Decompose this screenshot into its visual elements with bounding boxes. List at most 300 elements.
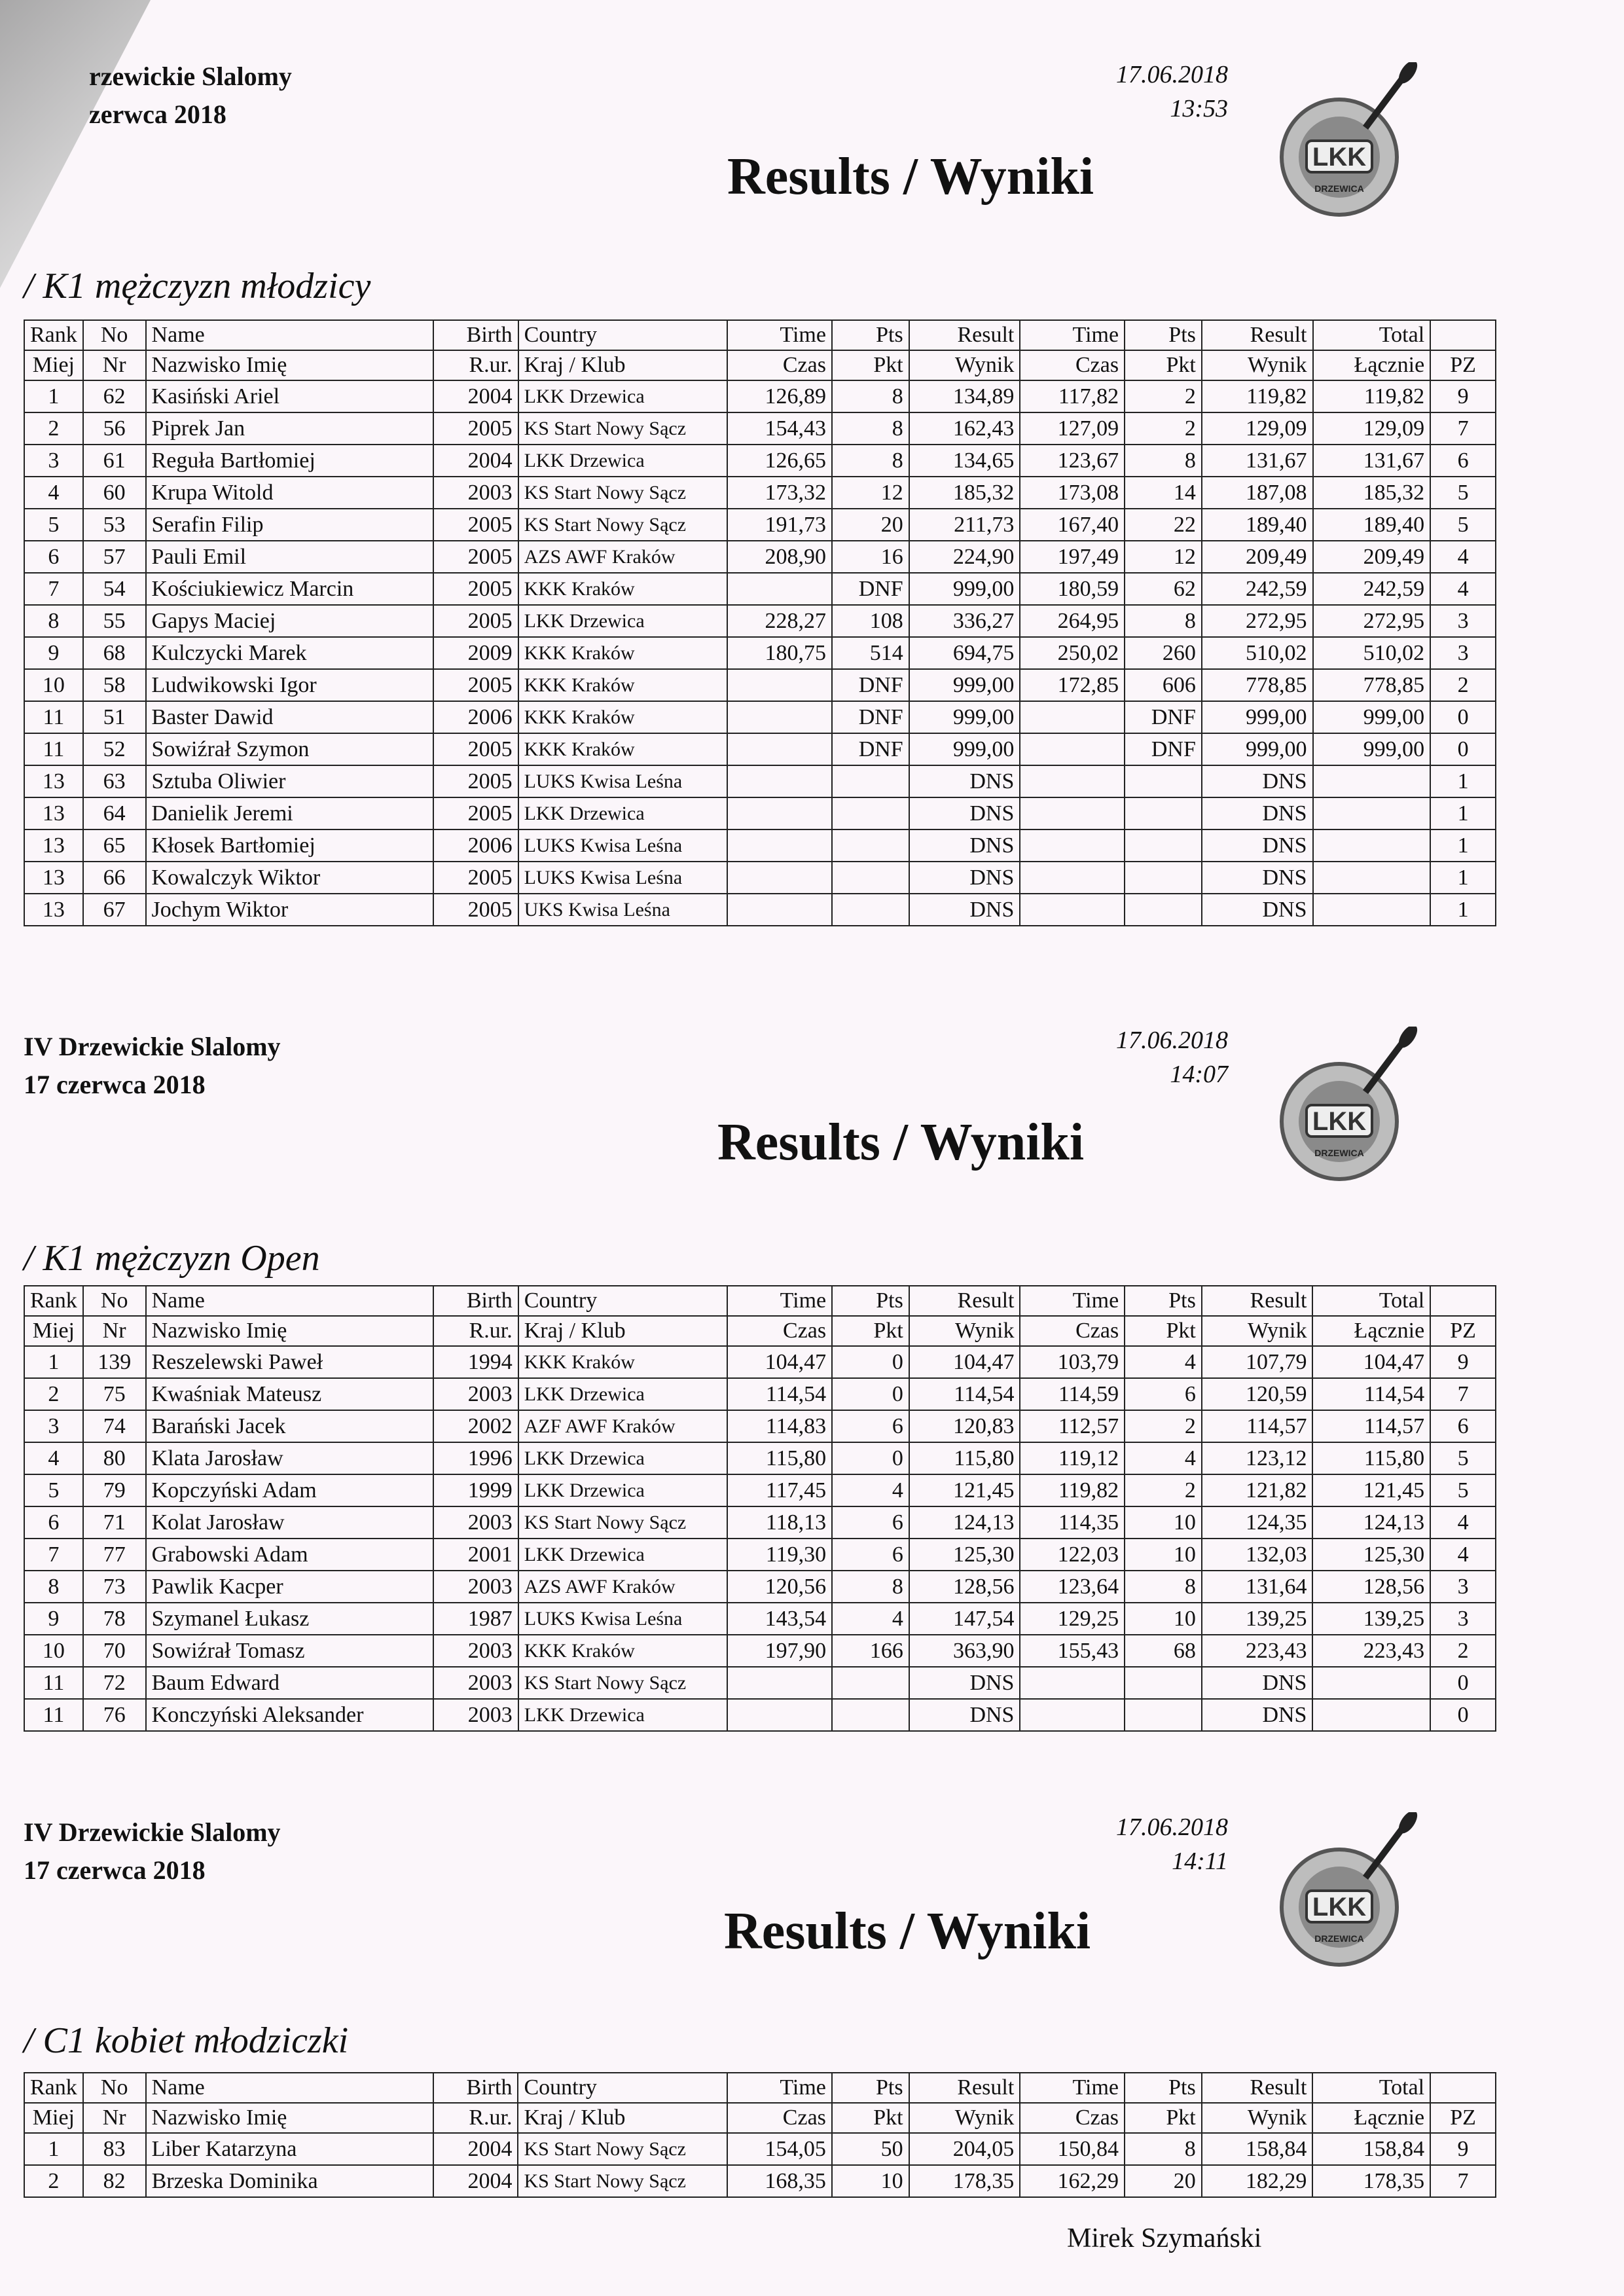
cell-name: Gapys Maciej [146, 605, 433, 637]
column-header-result-pl: Wynik [909, 350, 1020, 380]
cell-country: KS Start Nowy Sącz [518, 1506, 728, 1539]
cell-result: 204,05 [909, 2133, 1020, 2165]
cell-birth: 2003 [433, 1506, 518, 1539]
column-header-name-pl: Nazwisko Imię [146, 2103, 433, 2133]
cell-pz: 1 [1430, 765, 1496, 797]
column-header-total: Total [1312, 2073, 1430, 2103]
cell-time2: 112,57 [1020, 1410, 1125, 1442]
column-header-rank-pl: Miej [24, 2103, 83, 2133]
table-row [24, 1699, 1496, 1731]
column-header-total-pl: Łącznie [1313, 350, 1431, 380]
cell-total: 242,59 [1313, 573, 1431, 605]
cell-pz: 1 [1430, 797, 1496, 829]
cell-birth: 2005 [433, 509, 518, 541]
column-header-birth-pl: R.ur. [433, 350, 518, 380]
cell-rank: 1 [24, 380, 83, 412]
cell-time2 [1020, 733, 1125, 765]
cell-result: DNS [909, 797, 1020, 829]
cell-pts2 [1125, 862, 1202, 894]
table-row [24, 445, 1496, 477]
cell-result2: 999,00 [1202, 701, 1313, 733]
column-header-country: Country [518, 1286, 728, 1316]
cell-name: Klata Jarosław [146, 1442, 433, 1474]
cell-time [727, 701, 832, 733]
event-title [24, 1028, 281, 1104]
table-header-row [24, 350, 1496, 380]
cell-time2 [1020, 797, 1125, 829]
cell-country: KS Start Nowy Sącz [518, 2133, 727, 2165]
cell-no: 60 [83, 477, 146, 509]
cell-country: KKK Kraków [518, 701, 728, 733]
cell-birth: 2005 [433, 541, 518, 573]
cell-name: Kopczyński Adam [146, 1474, 433, 1506]
print-date: 17.06.2018 [1116, 1813, 1228, 1841]
cell-no: 61 [83, 445, 146, 477]
cell-pts2: 62 [1125, 573, 1202, 605]
table-row [24, 541, 1496, 573]
cell-pts2 [1125, 765, 1202, 797]
column-header-rank: Rank [24, 2073, 83, 2103]
cell-no: 78 [83, 1603, 146, 1635]
cell-time2: 127,09 [1020, 412, 1125, 445]
cell-country: LUKS Kwisa Leśna [518, 765, 728, 797]
event-name: IV Drzewickie Slalomy [24, 1817, 281, 1847]
cell-pts2: 2 [1125, 380, 1202, 412]
cell-pts2 [1125, 1667, 1202, 1699]
cell-no: 139 [83, 1346, 146, 1378]
cell-rank: 2 [24, 1378, 83, 1410]
cell-rank: 6 [24, 541, 83, 573]
page-title: Results / Wyniki [717, 1114, 1085, 1171]
cell-time2: 123,64 [1020, 1571, 1125, 1603]
cell-country: KKK Kraków [518, 1346, 728, 1378]
cell-total: 125,30 [1312, 1539, 1430, 1571]
column-header-time-pl: Czas [727, 350, 832, 380]
column-header-pts: Pts [832, 1286, 909, 1316]
cell-rank: 11 [24, 701, 83, 733]
column-header-country-pl: Kraj / Klub [518, 1316, 728, 1346]
cell-total: 124,13 [1312, 1506, 1430, 1539]
cell-pts2 [1125, 1699, 1202, 1731]
cell-no: 68 [83, 637, 146, 669]
column-header-pts2-pl: Pkt [1125, 350, 1202, 380]
column-header-pts: Pts [832, 320, 909, 350]
cell-result: 128,56 [909, 1571, 1020, 1603]
cell-country: LKK Drzewica [518, 1378, 728, 1410]
cell-time: 126,65 [727, 445, 832, 477]
cell-pts: 108 [832, 605, 909, 637]
cell-rank: 13 [24, 765, 83, 797]
cell-total [1313, 862, 1431, 894]
cell-time [727, 765, 832, 797]
cell-result: 114,54 [909, 1378, 1020, 1410]
cell-name: Jochym Wiktor [146, 894, 433, 926]
print-timestamp [1071, 58, 1228, 126]
table-row [24, 1571, 1496, 1603]
cell-birth: 2005 [433, 412, 518, 445]
cell-pts2: 8 [1125, 605, 1202, 637]
cell-birth: 2001 [433, 1539, 518, 1571]
cell-time [727, 894, 832, 926]
cell-result2: DNS [1202, 1667, 1313, 1699]
cell-pts [832, 894, 909, 926]
signature: Mirek Szymański [1067, 2223, 1262, 2253]
cell-rank: 4 [24, 1442, 83, 1474]
cell-no: 73 [83, 1571, 146, 1603]
cell-result2: 121,82 [1202, 1474, 1313, 1506]
cell-rank: 1 [24, 2133, 83, 2165]
cell-result2: 114,57 [1202, 1410, 1313, 1442]
cell-pts: 0 [832, 1346, 909, 1378]
table-row [24, 829, 1496, 862]
cell-pz: 0 [1430, 1699, 1496, 1731]
cell-pts: 8 [832, 445, 909, 477]
cell-time2: 114,35 [1020, 1506, 1125, 1539]
cell-result2: 123,12 [1202, 1442, 1313, 1474]
cell-no: 55 [83, 605, 146, 637]
cell-time [727, 1667, 832, 1699]
cell-birth: 2005 [433, 733, 518, 765]
cell-no: 54 [83, 573, 146, 605]
cell-pts2 [1125, 894, 1202, 926]
cell-result: 999,00 [909, 701, 1020, 733]
cell-country: LUKS Kwisa Leśna [518, 1603, 728, 1635]
cell-birth: 2003 [433, 1635, 518, 1667]
cell-birth: 2004 [433, 2133, 518, 2165]
table-row [24, 797, 1496, 829]
cell-total: 272,95 [1313, 605, 1431, 637]
column-header-time2: Time [1020, 2073, 1125, 2103]
column-header-pz [1430, 1286, 1496, 1316]
cell-result: 336,27 [909, 605, 1020, 637]
column-header-result: Result [909, 320, 1020, 350]
cell-total: 139,25 [1312, 1603, 1430, 1635]
column-header-time: Time [727, 320, 832, 350]
cell-result: DNS [909, 862, 1020, 894]
cell-pts: 0 [832, 1442, 909, 1474]
event-date: 17 czerwca 2018 [24, 1855, 206, 1885]
cell-time2: 150,84 [1020, 2133, 1125, 2165]
cell-total: 128,56 [1312, 1571, 1430, 1603]
cell-total: 778,85 [1313, 669, 1431, 701]
cell-country: LKK Drzewica [518, 797, 728, 829]
cell-pts: 8 [832, 380, 909, 412]
cell-pts: DNF [832, 573, 909, 605]
cell-pts2: 8 [1125, 2133, 1202, 2165]
cell-result: 363,90 [909, 1635, 1020, 1667]
cell-name: Kasiński Ariel [146, 380, 433, 412]
cell-country: LKK Drzewica [518, 445, 728, 477]
column-header-result2: Result [1202, 1286, 1313, 1316]
column-header-time2-pl: Czas [1020, 350, 1125, 380]
cell-time2: 162,29 [1020, 2165, 1125, 2197]
cell-pts2: 260 [1125, 637, 1202, 669]
cell-pz: 6 [1430, 1410, 1496, 1442]
cell-birth: 2003 [433, 1699, 518, 1731]
cell-result2: DNS [1202, 829, 1313, 862]
cell-time2 [1020, 829, 1125, 862]
column-header-name: Name [146, 2073, 433, 2103]
table-header-row [24, 2073, 1496, 2103]
cell-rank: 10 [24, 669, 83, 701]
cell-time [727, 573, 832, 605]
print-date: 17.06.2018 [1116, 1027, 1228, 1054]
cell-name: Sowiźrał Tomasz [146, 1635, 433, 1667]
cell-name: Baster Dawid [146, 701, 433, 733]
cell-birth: 2004 [433, 2165, 518, 2197]
cell-result: DNS [909, 1699, 1020, 1731]
column-header-result2-pl: Wynik [1202, 1316, 1313, 1346]
cell-time2 [1020, 701, 1125, 733]
cell-time2 [1020, 862, 1125, 894]
cell-birth: 2005 [433, 669, 518, 701]
cell-no: 76 [83, 1699, 146, 1731]
cell-time2: 197,49 [1020, 541, 1125, 573]
column-header-pz-pl: PZ [1430, 2103, 1496, 2133]
page-title: Results / Wyniki [727, 148, 1094, 206]
cell-pts: DNF [832, 733, 909, 765]
cell-time2: 180,59 [1020, 573, 1125, 605]
cell-country: KS Start Nowy Sącz [518, 2165, 727, 2197]
cell-pts: 514 [832, 637, 909, 669]
cell-name: Kościukiewicz Marcin [146, 573, 433, 605]
cell-birth: 2005 [433, 894, 518, 926]
column-header-result: Result [909, 2073, 1020, 2103]
cell-rank: 13 [24, 829, 83, 862]
table-row [24, 637, 1496, 669]
column-header-rank: Rank [24, 1286, 83, 1316]
cell-total: 185,32 [1313, 477, 1431, 509]
results-table [24, 319, 1496, 926]
print-timestamp [1071, 1023, 1228, 1091]
cell-result2: 778,85 [1202, 669, 1313, 701]
cell-result: 178,35 [909, 2165, 1020, 2197]
cell-total: 158,84 [1312, 2133, 1430, 2165]
cell-pz: 5 [1430, 1474, 1496, 1506]
cell-pts [832, 829, 909, 862]
cell-country: KKK Kraków [518, 733, 728, 765]
cell-time2 [1020, 1667, 1125, 1699]
table-row [24, 669, 1496, 701]
cell-result2: 182,29 [1202, 2165, 1313, 2197]
logo-subtext: DRZEWICA [1314, 183, 1364, 194]
page-title: Results / Wyniki [724, 1903, 1091, 1960]
cell-result2: DNS [1202, 1699, 1313, 1731]
column-header-no: No [83, 1286, 146, 1316]
cell-pz: 1 [1430, 862, 1496, 894]
cell-pz: 0 [1430, 733, 1496, 765]
cell-country: KS Start Nowy Sącz [518, 1667, 728, 1699]
logo-text: LKK [1312, 143, 1367, 172]
cell-no: 51 [83, 701, 146, 733]
cell-result2: DNS [1202, 862, 1313, 894]
cell-rank: 8 [24, 1571, 83, 1603]
cell-pz: 7 [1430, 1378, 1496, 1410]
event-title [89, 58, 292, 134]
column-header-name: Name [146, 320, 433, 350]
print-time: 14:07 [1170, 1061, 1228, 1088]
cell-time2: 173,08 [1020, 477, 1125, 509]
cell-result: DNS [909, 894, 1020, 926]
column-header-time2: Time [1020, 1286, 1125, 1316]
table-row [24, 1378, 1496, 1410]
cell-time [727, 669, 832, 701]
cell-pts: 166 [832, 1635, 909, 1667]
cell-time2: 114,59 [1020, 1378, 1125, 1410]
cell-result2: 120,59 [1202, 1378, 1313, 1410]
column-header-result2: Result [1202, 2073, 1313, 2103]
event-date: zerwca 2018 [89, 100, 226, 129]
cell-birth: 2006 [433, 829, 518, 862]
cell-time2: 167,40 [1020, 509, 1125, 541]
cell-rank: 1 [24, 1346, 83, 1378]
cell-name: Kłosek Bartłomiej [146, 829, 433, 862]
cell-birth: 2003 [433, 1571, 518, 1603]
cell-result2: 510,02 [1202, 637, 1313, 669]
cell-pts: 6 [832, 1410, 909, 1442]
cell-pz: 4 [1430, 1506, 1496, 1539]
cell-rank: 7 [24, 1539, 83, 1571]
cell-pts [832, 1667, 909, 1699]
cell-total: 104,47 [1312, 1346, 1430, 1378]
cell-country: LKK Drzewica [518, 1699, 728, 1731]
cell-total: 131,67 [1313, 445, 1431, 477]
cell-rank: 11 [24, 733, 83, 765]
cell-name: Sztuba Oliwier [146, 765, 433, 797]
cell-country: KS Start Nowy Sącz [518, 477, 728, 509]
cell-pz: 7 [1430, 2165, 1496, 2197]
column-header-pts: Pts [832, 2073, 909, 2103]
column-header-pz-pl: PZ [1430, 1316, 1496, 1346]
cell-result: 162,43 [909, 412, 1020, 445]
cell-birth: 2005 [433, 573, 518, 605]
column-header-pts-pl: Pkt [832, 350, 909, 380]
column-header-pts-pl: Pkt [832, 2103, 909, 2133]
cell-birth: 2005 [433, 797, 518, 829]
cell-time [727, 733, 832, 765]
cell-time2 [1020, 765, 1125, 797]
table-row [24, 412, 1496, 445]
cell-pts2: 20 [1125, 2165, 1202, 2197]
category-title: / C1 kobiet młodziczki [24, 2020, 349, 2061]
cell-result: 211,73 [909, 509, 1020, 541]
cell-time: 114,83 [727, 1410, 832, 1442]
cell-pts2: 6 [1125, 1378, 1202, 1410]
cell-country: AZS AWF Kraków [518, 541, 728, 573]
print-timestamp [1071, 1810, 1228, 1878]
cell-time: 197,90 [727, 1635, 832, 1667]
cell-result2: DNS [1202, 765, 1313, 797]
column-header-country: Country [518, 2073, 727, 2103]
cell-pts: 4 [832, 1474, 909, 1506]
cell-country: LKK Drzewica [518, 1442, 728, 1474]
table-header-row [24, 320, 1496, 350]
cell-no: 77 [83, 1539, 146, 1571]
column-header-no: No [83, 2073, 146, 2103]
cell-pts2: 606 [1125, 669, 1202, 701]
cell-name: Reszelewski Paweł [146, 1346, 433, 1378]
cell-pz: 0 [1430, 701, 1496, 733]
event-name: rzewickie Slalomy [89, 62, 292, 91]
cell-rank: 3 [24, 445, 83, 477]
cell-pts: 16 [832, 541, 909, 573]
column-header-pz-pl: PZ [1430, 350, 1496, 380]
cell-time2: 119,12 [1020, 1442, 1125, 1474]
cell-pts: 50 [832, 2133, 909, 2165]
cell-rank: 13 [24, 894, 83, 926]
cell-result2: 999,00 [1202, 733, 1313, 765]
cell-pts2: 10 [1125, 1603, 1202, 1635]
cell-pts2: 2 [1125, 1410, 1202, 1442]
table-row [24, 477, 1496, 509]
cell-time: 154,43 [727, 412, 832, 445]
table-row [24, 765, 1496, 797]
cell-rank: 4 [24, 477, 83, 509]
column-header-time: Time [727, 1286, 832, 1316]
cell-pts [832, 862, 909, 894]
folded-corner [0, 0, 151, 288]
cell-name: Ludwikowski Igor [146, 669, 433, 701]
cell-total [1313, 829, 1431, 862]
cell-name: Krupa Witold [146, 477, 433, 509]
cell-no: 71 [83, 1506, 146, 1539]
cell-country: KS Start Nowy Sącz [518, 509, 728, 541]
cell-pts: 6 [832, 1506, 909, 1539]
cell-birth: 1999 [433, 1474, 518, 1506]
cell-result2: 132,03 [1202, 1539, 1313, 1571]
cell-pts [832, 1699, 909, 1731]
cell-time2: 264,95 [1020, 605, 1125, 637]
table-row [24, 862, 1496, 894]
results-table [24, 2072, 1496, 2198]
print-date: 17.06.2018 [1116, 61, 1228, 88]
column-header-pz [1430, 320, 1496, 350]
cell-country: LKK Drzewica [518, 605, 728, 637]
cell-pts2 [1125, 829, 1202, 862]
cell-no: 70 [83, 1635, 146, 1667]
cell-time: 115,80 [727, 1442, 832, 1474]
cell-time2: 250,02 [1020, 637, 1125, 669]
cell-result2: DNS [1202, 797, 1313, 829]
column-header-total-pl: Łącznie [1312, 1316, 1430, 1346]
cell-pz: 1 [1430, 894, 1496, 926]
table-row [24, 1346, 1496, 1378]
column-header-pts2-pl: Pkt [1125, 2103, 1202, 2133]
column-header-total-pl: Łącznie [1312, 2103, 1430, 2133]
cell-result2: 189,40 [1202, 509, 1313, 541]
column-header-result: Result [909, 1286, 1020, 1316]
cell-pts: 12 [832, 477, 909, 509]
cell-name: Danielik Jeremi [146, 797, 433, 829]
cell-pz: 3 [1430, 605, 1496, 637]
cell-pts2: 4 [1125, 1346, 1202, 1378]
cell-result: 124,13 [909, 1506, 1020, 1539]
cell-name: Kwaśniak Mateusz [146, 1378, 433, 1410]
cell-total: 189,40 [1313, 509, 1431, 541]
cell-name: Barański Jacek [146, 1410, 433, 1442]
cell-result: 147,54 [909, 1603, 1020, 1635]
cell-pts [832, 765, 909, 797]
print-time: 14:11 [1172, 1848, 1228, 1875]
cell-result: 999,00 [909, 669, 1020, 701]
cell-name: Pawlik Kacper [146, 1571, 433, 1603]
cell-pts [832, 797, 909, 829]
cell-pts: 6 [832, 1539, 909, 1571]
cell-pts: 8 [832, 1571, 909, 1603]
table-row [24, 1410, 1496, 1442]
column-header-total: Total [1313, 320, 1431, 350]
table-row [24, 701, 1496, 733]
